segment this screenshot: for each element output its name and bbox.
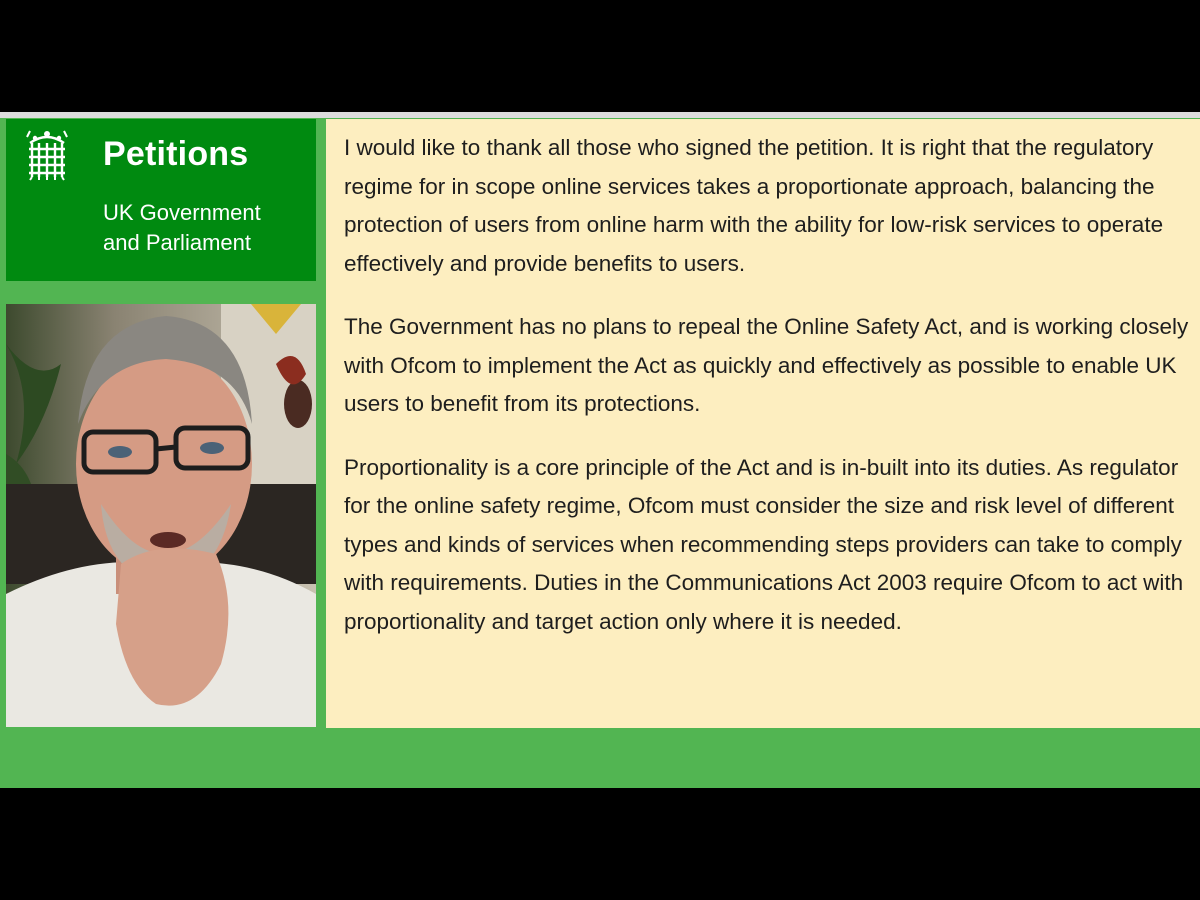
- presenter-video-icon: [6, 304, 316, 727]
- presenter-webcam: [6, 304, 316, 727]
- petition-response-panel: [326, 119, 1200, 728]
- petitions-subtitle: [103, 198, 261, 258]
- bottom-band: [0, 728, 1200, 788]
- response-text: [344, 129, 1196, 666]
- subtitle-line-2: and Parliament: [103, 230, 251, 255]
- petitions-title: Petitions: [103, 135, 249, 173]
- paragraph-2: The Government has no plans to repeal the Online Safety Act, and is working closely with Ofcom to implement the Act as quickly and effectively as possible to enable UK users to benefit from its protections.: [344, 314, 1189, 416]
- petitions-logo-panel: [6, 119, 316, 281]
- paragraph-3: Proportionality is a core principle of the Act and is in-built into its duties. As regulator for the online safety regime, Ofcom must consider the size and risk level of different types and kinds of services when recommending steps providers can take to comply with requirements. Duties in the Communications Act 2003 require Ofcom to act with proportionality and target action only where it is needed.: [344, 454, 1184, 634]
- paragraph-1: I would like to thank all those who signed the petition. It is right that the regulatory regime for in scope online services takes a proportionate approach, balancing the protection of users from online harm with the ability for low-risk services to operate effectively and provide benefits to users.: [344, 135, 1164, 276]
- portcullis-icon: [26, 129, 68, 181]
- top-strip: [0, 112, 1200, 118]
- subtitle-line-1: UK Government: [103, 200, 261, 225]
